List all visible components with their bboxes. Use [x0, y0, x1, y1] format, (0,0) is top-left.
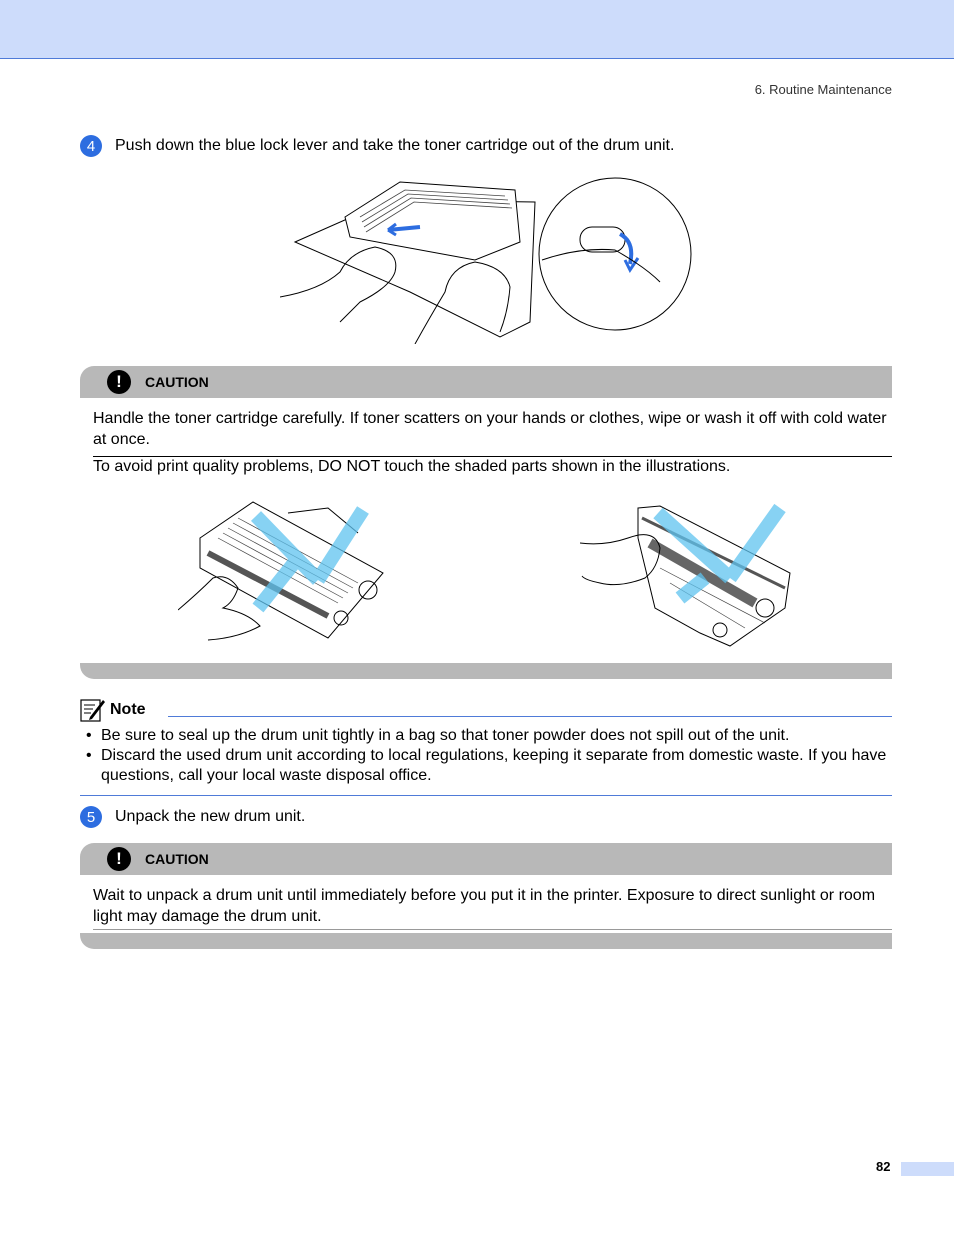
list-item: • Be sure to seal up the drum unit tightly in a bag so that toner powder does not spill out of the unit. — [86, 727, 790, 744]
caution-text: To avoid print quality problems, DO NOT touch the shaded parts shown in the illustrations. — [93, 458, 731, 475]
step-number: 4 — [80, 135, 102, 157]
caution-end-bar — [80, 663, 892, 679]
step-text: Unpack the new drum unit. — [115, 808, 306, 825]
caution-label: CAUTION — [145, 374, 209, 390]
step-text: Push down the blue lock lever and take the toner cartridge out of the drum unit. — [115, 137, 675, 154]
list-item-text: Discard the used drum unit according to local regulations, keeping it separate from domestic waste. If you have questions, call your local waste disposal office. — [101, 747, 887, 784]
caution-end-bar — [80, 933, 892, 949]
note-pencil-icon — [80, 697, 106, 723]
note-divider — [80, 795, 892, 796]
section-title: 6. Routine Maintenance — [754, 82, 892, 97]
note-header — [80, 697, 146, 723]
illustration-toner-shaded — [178, 498, 388, 646]
step-5 — [80, 806, 305, 828]
caution-label: CAUTION — [145, 851, 209, 867]
step-number: 5 — [80, 806, 102, 828]
list-item: • Discard the used drum unit according to local regulations, keeping it separate from domestic waste. If you have questions, call your local waste disposal office. — [86, 746, 892, 786]
illustration-remove-toner — [280, 172, 692, 344]
page-number: 82 — [876, 1159, 891, 1174]
note-divider — [168, 716, 892, 717]
caution-bar — [80, 366, 892, 398]
exclamation-icon: ! — [107, 370, 131, 394]
note-label: Note — [110, 701, 146, 718]
page-tab — [901, 1162, 954, 1176]
step-4 — [80, 135, 674, 157]
caution-text: Handle the toner cartridge carefully. If toner scatters on your hands or clothes, wipe or wash it off with cold water at once. — [93, 410, 887, 448]
divider — [93, 929, 892, 930]
exclamation-icon: ! — [107, 847, 131, 871]
caution-bar — [80, 843, 892, 875]
illustration-drum-shaded — [580, 498, 800, 648]
list-item-text: Be sure to seal up the drum unit tightly in a bag so that toner powder does not spill out of the unit. — [101, 727, 790, 744]
header-band — [0, 0, 954, 59]
caution-text: Wait to unpack a drum unit until immediately before you put it in the printer. Exposure to direct sunlight or room light may damage the drum unit. — [93, 887, 876, 925]
